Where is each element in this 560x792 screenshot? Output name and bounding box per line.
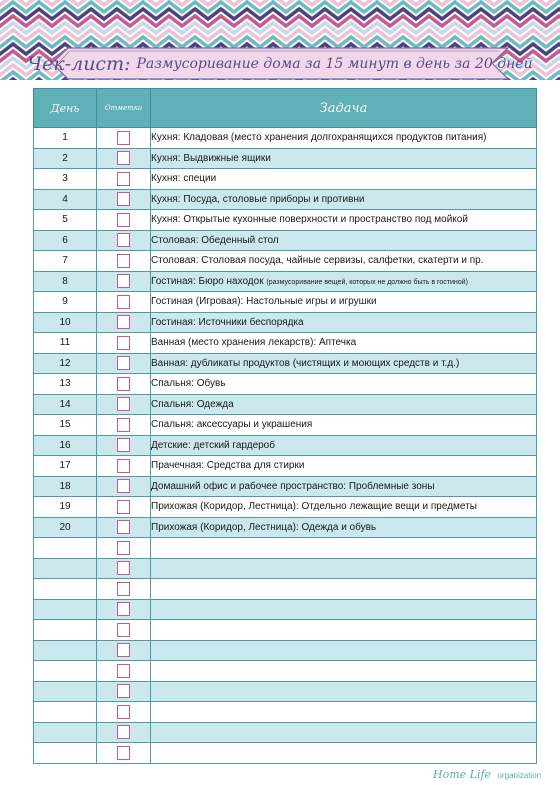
mark-cell xyxy=(97,620,151,641)
task-cell xyxy=(151,456,537,477)
task-cell xyxy=(151,681,537,702)
table-row xyxy=(34,189,537,210)
checkbox[interactable] xyxy=(117,459,130,473)
day-number: 6 xyxy=(34,230,97,251)
table-row xyxy=(34,333,537,354)
mark-cell xyxy=(97,435,151,456)
task-cell xyxy=(151,640,537,661)
day-number xyxy=(34,661,97,682)
task-text: Ванная (место хранения лекарств): Аптечка xyxy=(151,337,357,349)
mark-cell xyxy=(97,292,151,313)
task-cell xyxy=(151,558,537,579)
checkbox[interactable] xyxy=(117,213,130,227)
checkbox[interactable] xyxy=(117,295,130,309)
table-row xyxy=(34,374,537,395)
table-row xyxy=(34,517,537,538)
task-cell xyxy=(151,374,537,395)
mark-cell xyxy=(97,456,151,477)
task-text: Столовая: Обеденный стол xyxy=(151,234,279,246)
task-cell xyxy=(151,476,537,497)
checkbox[interactable] xyxy=(117,705,130,719)
checkbox[interactable] xyxy=(117,664,130,678)
table-row xyxy=(34,722,537,743)
table-row xyxy=(34,312,537,333)
table-row xyxy=(34,640,537,661)
checkbox[interactable] xyxy=(117,172,130,186)
title-banner xyxy=(27,47,533,80)
checkbox[interactable] xyxy=(117,131,130,145)
task-cell xyxy=(151,230,537,251)
table-row xyxy=(34,456,537,477)
mark-cell xyxy=(97,743,151,764)
mark-cell xyxy=(97,538,151,559)
checkbox[interactable] xyxy=(117,254,130,268)
mark-cell xyxy=(97,333,151,354)
table-row xyxy=(34,661,537,682)
day-number: 5 xyxy=(34,210,97,231)
checkbox[interactable] xyxy=(117,602,130,616)
task-cell xyxy=(151,415,537,436)
day-number: 12 xyxy=(34,353,97,374)
day-number xyxy=(34,722,97,743)
task-cell xyxy=(151,333,537,354)
checkbox[interactable] xyxy=(117,336,130,350)
task-text: Домашний офис и рабочее пространство: Проблемные зоны xyxy=(151,480,435,492)
day-number: 2 xyxy=(34,148,97,169)
task-text: Кухня: Посуда, столовые приборы и противни xyxy=(151,193,365,205)
table-row xyxy=(34,230,537,251)
task-cell xyxy=(151,661,537,682)
checkbox[interactable] xyxy=(117,377,130,391)
checkbox[interactable] xyxy=(117,746,130,760)
mark-cell xyxy=(97,353,151,374)
mark-cell xyxy=(97,230,151,251)
mark-cell xyxy=(97,374,151,395)
task-text: Ванная: дубликаты продуктов (чистящих и моющих средств и т.д.) xyxy=(151,357,460,369)
task-text: Гостиная (Игровая): Настольные игры и игрушки xyxy=(151,296,377,308)
task-cell xyxy=(151,210,537,231)
mark-cell xyxy=(97,251,151,272)
task-cell xyxy=(151,312,537,333)
task-cell xyxy=(151,620,537,641)
day-number: 14 xyxy=(34,394,97,415)
task-text: Гостиная: Бюро находок xyxy=(151,275,264,287)
task-text: Столовая: Столовая посуда, чайные сервизы, салфетки, скатерти и пр. xyxy=(151,255,484,267)
day-number: 16 xyxy=(34,435,97,456)
mark-cell xyxy=(97,599,151,620)
day-number xyxy=(34,558,97,579)
checkbox[interactable] xyxy=(117,725,130,739)
mark-cell xyxy=(97,722,151,743)
checkbox[interactable] xyxy=(117,643,130,657)
mark-cell xyxy=(97,312,151,333)
day-number xyxy=(34,620,97,641)
table-row xyxy=(34,210,537,231)
task-cell xyxy=(151,435,537,456)
day-number: 10 xyxy=(34,312,97,333)
task-cell xyxy=(151,189,537,210)
task-cell xyxy=(151,148,537,169)
table-row xyxy=(34,394,537,415)
checkbox[interactable] xyxy=(117,582,130,596)
day-number xyxy=(34,702,97,723)
checkbox[interactable] xyxy=(117,684,130,698)
checkbox[interactable] xyxy=(117,623,130,637)
table-row xyxy=(34,128,537,149)
task-text: Кухня: специи xyxy=(151,173,217,185)
table-row xyxy=(34,148,537,169)
task-text: Гостиная: Источники беспорядка xyxy=(151,316,304,328)
table-row xyxy=(34,538,537,559)
checkbox[interactable] xyxy=(117,561,130,575)
table-row xyxy=(34,497,537,518)
task-cell xyxy=(151,538,537,559)
mark-cell xyxy=(97,148,151,169)
task-cell xyxy=(151,251,537,272)
day-number: 11 xyxy=(34,333,97,354)
table-row xyxy=(34,681,537,702)
day-number: 17 xyxy=(34,456,97,477)
table-header-row xyxy=(34,89,537,128)
table-row xyxy=(34,620,537,641)
table-row xyxy=(34,599,537,620)
day-number xyxy=(34,538,97,559)
mark-cell xyxy=(97,271,151,292)
day-number xyxy=(34,681,97,702)
table-row xyxy=(34,415,537,436)
mark-cell xyxy=(97,517,151,538)
task-text: Прихожая (Коридор, Лестница): Одежда и обувь xyxy=(151,521,377,533)
task-text: Прихожая (Коридор, Лестница): Отдельно лежащие вещи и предметы xyxy=(151,501,477,513)
task-text: Кухня: Кладовая (место хранения долгохранящихся продуктов питания) xyxy=(151,132,487,144)
task-text: Прачечная: Средства для стирки xyxy=(151,460,305,472)
day-number xyxy=(34,579,97,600)
day-number: 20 xyxy=(34,517,97,538)
checkbox[interactable] xyxy=(117,541,130,555)
checkbox[interactable] xyxy=(117,397,130,411)
task-cell xyxy=(151,722,537,743)
task-cell xyxy=(151,292,537,313)
mark-cell xyxy=(97,394,151,415)
task-text: Детские: детский гардероб xyxy=(151,439,275,451)
table-row xyxy=(34,702,537,723)
mark-cell xyxy=(97,128,151,149)
table-row xyxy=(34,353,537,374)
mark-cell xyxy=(97,579,151,600)
table-row xyxy=(34,743,537,764)
footer-brand: Home Life xyxy=(433,768,492,781)
table-row xyxy=(34,558,537,579)
mark-cell xyxy=(97,661,151,682)
mark-cell xyxy=(97,702,151,723)
checkbox[interactable] xyxy=(117,479,130,493)
mark-cell xyxy=(97,210,151,231)
checklist-table xyxy=(33,88,537,764)
mark-cell xyxy=(97,558,151,579)
day-number: 1 xyxy=(34,128,97,149)
mark-cell xyxy=(97,681,151,702)
day-number: 18 xyxy=(34,476,97,497)
footer-sub: organization xyxy=(497,771,542,780)
day-number: 19 xyxy=(34,497,97,518)
task-cell xyxy=(151,353,537,374)
header-task: Задача xyxy=(151,89,537,128)
table-row xyxy=(34,292,537,313)
mark-cell xyxy=(97,169,151,190)
task-cell xyxy=(151,169,537,190)
table-row xyxy=(34,435,537,456)
checkbox[interactable] xyxy=(117,315,130,329)
task-text: Кухня: Открытые кухонные поверхности и пространство под мойкой xyxy=(151,214,468,226)
table-row xyxy=(34,476,537,497)
title-subtitle: Размусоривание дома за 15 минут в день за 20 дней xyxy=(136,55,533,72)
checkbox[interactable] xyxy=(117,500,130,514)
mark-cell xyxy=(97,640,151,661)
day-number xyxy=(34,743,97,764)
header-mark: Отметка xyxy=(97,89,151,128)
task-cell xyxy=(151,128,537,149)
task-text: Спальня: Обувь xyxy=(151,378,226,390)
task-text: Спальня: аксессуары и украшения xyxy=(151,419,313,431)
checkbox[interactable] xyxy=(117,233,130,247)
day-number: 15 xyxy=(34,415,97,436)
task-cell xyxy=(151,599,537,620)
day-number: 8 xyxy=(34,271,97,292)
day-number xyxy=(34,640,97,661)
task-cell xyxy=(151,271,537,292)
day-number: 3 xyxy=(34,169,97,190)
title-main: Чек-лист: xyxy=(27,52,131,75)
checkbox[interactable] xyxy=(117,438,130,452)
day-number: 13 xyxy=(34,374,97,395)
mark-cell xyxy=(97,415,151,436)
day-number: 4 xyxy=(34,189,97,210)
checkbox[interactable] xyxy=(117,151,130,165)
day-number xyxy=(34,599,97,620)
task-note: (размусоривание вещей, которых не должно быть в гостиной) xyxy=(266,278,468,286)
task-cell xyxy=(151,702,537,723)
table-row xyxy=(34,579,537,600)
checkbox[interactable] xyxy=(117,418,130,432)
checkbox[interactable] xyxy=(117,356,130,370)
task-cell xyxy=(151,579,537,600)
task-cell xyxy=(151,497,537,518)
task-cell xyxy=(151,743,537,764)
task-cell xyxy=(151,517,537,538)
page-title xyxy=(27,47,533,80)
task-text: Спальня: Одежда xyxy=(151,398,234,410)
header-day: День xyxy=(34,89,97,128)
checkbox[interactable] xyxy=(117,520,130,534)
table-row xyxy=(34,169,537,190)
day-number: 7 xyxy=(34,251,97,272)
day-number: 9 xyxy=(34,292,97,313)
footer-logo xyxy=(433,765,542,781)
checkbox[interactable] xyxy=(117,192,130,206)
task-text: Кухня: Выдвижные ящики xyxy=(151,152,271,164)
table-row xyxy=(34,251,537,272)
table-row xyxy=(34,271,537,292)
task-cell xyxy=(151,394,537,415)
checkbox[interactable] xyxy=(117,274,130,288)
mark-cell xyxy=(97,476,151,497)
mark-cell xyxy=(97,497,151,518)
mark-cell xyxy=(97,189,151,210)
